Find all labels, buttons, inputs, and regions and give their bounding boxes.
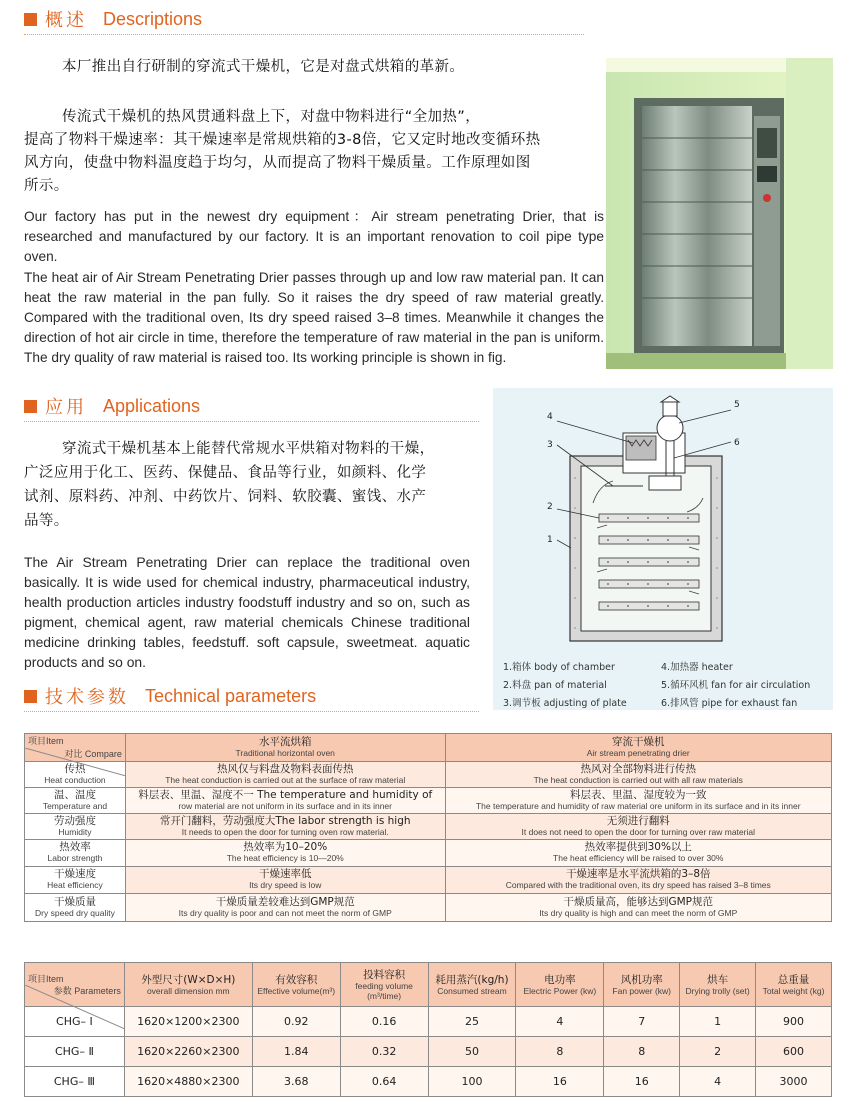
app-cn-line2: 广泛应用于化工、医药、保健品、食品等行业，如颜料、化学: [24, 465, 427, 481]
header-cn: 烘车: [707, 973, 729, 986]
header-cn: 耗用蒸汽(kg/h): [435, 973, 509, 986]
comparison-corner-cell: [25, 734, 126, 762]
item-cn: 劳动强度: [53, 814, 96, 827]
working-principle-diagram: [493, 388, 833, 710]
cell: 100: [428, 1067, 516, 1097]
table-row: [25, 840, 832, 867]
heading-cn: 应用: [45, 397, 87, 418]
cell: 16: [604, 1067, 680, 1097]
desc-cn-p2-line3: 风方向，使盘中物料温度趋于均匀，从而提高了物料干燥质量。工作原理如图: [24, 155, 531, 171]
corner-top-label: 参数 Parameters: [53, 985, 121, 996]
table-row: [25, 788, 832, 814]
cell-en: It needs to open the door for turning oven row material.: [181, 826, 389, 837]
corner-top-label: 对比 Compare: [64, 748, 122, 759]
corner-bottom-label: 项目Item: [28, 735, 64, 746]
heading-cn: 技术参数: [45, 687, 129, 708]
item-en: Heat conduction: [44, 774, 106, 785]
cell-en: Compared with the traditional oven, its dry speed has raised 3–8 times: [505, 880, 771, 890]
header-feeding-volume: [340, 963, 428, 1007]
cell-cn: 料层表、里温、湿度不一 The temperature and humidity of: [138, 788, 433, 801]
model-cell: CHG– Ⅰ: [25, 1007, 125, 1037]
header-cn: 电功率: [544, 973, 576, 986]
divider: [24, 711, 479, 712]
cell: 16: [516, 1067, 604, 1097]
header-effective-volume: [252, 963, 340, 1007]
legend-item-1: 1.箱体 body of chamber: [503, 662, 615, 673]
heading-square-icon: [24, 400, 37, 413]
header-en: Electric Power (kw): [523, 985, 597, 996]
app-en: The Air Stream Penetrating Drier can replace the traditional oven basically. It is wide used for chemical industry, pharmaceutical industry, health production articles industry foodstuff industry and so on, such as pigment, chemical agent, raw material chemicals Chinese traditional medicine drinking tables, feedstuff. soft capsule, sweetmeat. aquatic products and so on.: [24, 554, 470, 670]
cell-en: The heat efficiency will be raised to over 30%: [553, 853, 724, 863]
legend-item-6: 6.排风管 pipe for exhaust fan: [661, 698, 798, 709]
app-cn-line3: 试剂、原料药、冲剂、中药饮片、饲料、软胶囊、蜜饯、水产: [24, 489, 427, 505]
corner-bottom-label: 项目Item: [28, 973, 64, 984]
callout-3: 3: [547, 440, 553, 450]
cell-en: The heat conduction is carried out at the surface of raw material: [165, 774, 406, 785]
app-cn-line1: 穿流式干燥机基本上能替代常规水平烘箱对物料的干燥，: [62, 441, 435, 457]
parameters-table: [24, 962, 832, 1097]
table-row: [25, 894, 832, 922]
cell-cn: 无须进行翻料: [606, 814, 670, 827]
cell: 25: [428, 1007, 516, 1037]
header-total-weight: [756, 963, 832, 1007]
legend-item-5: 5.循环风机 fan for air circulation: [661, 680, 811, 691]
item-en: Heat efficiency: [47, 880, 103, 890]
divider: [24, 34, 584, 35]
header-consumed-stream: [428, 963, 516, 1007]
cell-cn: 热效率为10–20%: [243, 841, 328, 853]
desc-cn-p2-line4: 所示。: [24, 178, 69, 194]
table-row: [25, 762, 832, 788]
cell: 0.64: [340, 1067, 428, 1097]
heading-en: Technical parameters: [145, 685, 317, 706]
cell: 4: [516, 1007, 604, 1037]
col-header-en: Traditional horizontal oven: [235, 747, 335, 758]
table-row: [25, 1037, 832, 1067]
header-en: overall dimension mm: [146, 985, 230, 996]
item-cn: 干燥速度: [53, 868, 96, 880]
item-cn: 传热: [64, 762, 86, 775]
table-row: [25, 1067, 832, 1097]
header-drying-trolly: [680, 963, 756, 1007]
cell-cn: 料层表、里温、湿度较为一致: [570, 788, 707, 801]
cell: 7: [604, 1007, 680, 1037]
header-en: Drying trolly (set): [685, 985, 750, 996]
callout-2: 2: [547, 502, 553, 512]
parameters-header-row: [25, 963, 832, 1007]
callout-4: 4: [547, 412, 553, 422]
cell-en: Its dry quality is poor and can not meet the norm of GMP: [178, 907, 392, 918]
item-cn: 温、温度: [53, 788, 96, 801]
header-en: Effective volume(m³): [257, 985, 336, 996]
model-cell: CHG– Ⅱ: [25, 1037, 125, 1067]
header-en: Consumed stream: [437, 985, 507, 996]
col-header-en: Air stream penetrating drier: [586, 747, 690, 758]
callout-5: 5: [734, 400, 740, 410]
cell-en: Its dry quality is high and can meet the norm of GMP: [539, 907, 738, 918]
section-heading-descriptions: [24, 6, 202, 32]
diagram-drawing: [493, 388, 833, 653]
header-cn: 风机功率: [620, 973, 663, 986]
header-fan-power: [604, 963, 680, 1007]
cell: 1620×1200×2300: [124, 1007, 252, 1037]
comparison-header-row: [25, 734, 832, 762]
comparison-table: [24, 733, 832, 922]
header-electric-power: [516, 963, 604, 1007]
desc-en-p1: Our factory has put in the newest dry equipment：Air stream penetrating Drier, that is researched and manufactured by our factory. It is an important renovation to coil pipe type oven.: [24, 209, 604, 264]
header-cn: 外型尺寸(W×D×H): [141, 973, 236, 986]
cell-en: The temperature and humidity of raw material ore uniform in its surface and in its inner: [475, 800, 801, 811]
cell: 1: [680, 1007, 756, 1037]
model-cell: CHG– Ⅲ: [25, 1067, 125, 1097]
col-header-penetrating-drier: [445, 734, 831, 762]
header-cn: 总重量: [777, 973, 810, 986]
item-cn: 干燥质量: [53, 895, 96, 908]
cell: 3000: [756, 1067, 832, 1097]
item-en: Temperature and: [42, 800, 108, 811]
heading-en: Descriptions: [103, 8, 203, 29]
item-en: Dry speed dry quality: [35, 907, 115, 918]
cell-en: The heat efficiency is 10—20%: [226, 853, 344, 863]
table-row: [25, 1007, 832, 1037]
legend-item-3: 3.调节板 adjusting of plate: [503, 698, 627, 709]
cell-en: Its dry speed is low: [249, 880, 322, 890]
drier-photo: [606, 58, 833, 369]
cell-cn: 热风对全部物料进行传热: [580, 762, 696, 775]
heading-cn: 概述: [45, 10, 87, 31]
cell-en: row material are not uniform in its surface and in its inner: [178, 800, 392, 811]
callout-6: 6: [734, 438, 740, 448]
cell-cn: 热风仅与料盘及物料表面传热: [216, 762, 354, 775]
item-en: Humidity: [58, 826, 92, 837]
cell: 0.32: [340, 1037, 428, 1067]
cell: 50: [428, 1037, 516, 1067]
col-header-cn: 水平流烘箱: [258, 735, 312, 748]
cell-cn: 干燥速率低: [258, 868, 312, 880]
desc-cn-p2-line1: 传流式干燥机的热风贯通料盘上下，对盘中物料进行“全加热”，: [62, 109, 481, 125]
desc-en-p2: The heat air of Air Stream Penetrating Drier passes through up and low raw material pan. It can heat the raw material in the pan fully. So it raises the dry speed of raw material greatly. Compared with the traditional oven, Its dry speed raised 3–8 times. Meanwhile it changes the direction of hot air circle in time, therefore the temperature of raw material in the pan is uniform. The dry quality of raw material is raised too. Its working principle is shown in fig.: [24, 270, 604, 365]
cell: 4: [680, 1067, 756, 1097]
item-en: Labor strength: [47, 853, 103, 863]
cell: 0.16: [340, 1007, 428, 1037]
cell: 900: [756, 1007, 832, 1037]
col-header-horizontal-oven: [125, 734, 445, 762]
header-dimension: [124, 963, 252, 1007]
header-en: feeding volume (m³/time): [355, 980, 413, 1001]
heading-en: Applications: [103, 395, 201, 416]
table-row: [25, 814, 832, 840]
section-heading-technical: [24, 683, 316, 709]
cell-en: It does not need to open the door for turning over raw material: [521, 826, 755, 837]
cell: 8: [604, 1037, 680, 1067]
header-en: Fan power (kw): [612, 985, 671, 996]
section-heading-applications: [24, 393, 200, 419]
header-en: Total weight (kg): [762, 985, 825, 996]
cell: 3.68: [252, 1067, 340, 1097]
item-cn: 热效率: [59, 841, 91, 853]
heading-square-icon: [24, 690, 37, 703]
legend-item-4: 4.加热器 heater: [661, 662, 733, 673]
cell: 8: [516, 1037, 604, 1067]
col-header-cn: 穿流干燥机: [612, 735, 665, 748]
cell-cn: 干燥速率是水平流烘箱的3–8倍: [565, 868, 711, 880]
cell-cn: 常开门翻料，劳动强度大The labor strength is high: [159, 814, 411, 827]
cell: 0.92: [252, 1007, 340, 1037]
divider: [24, 421, 479, 422]
callout-1: 1: [547, 535, 553, 545]
cell: 1.84: [252, 1037, 340, 1067]
app-cn-line4: 品等。: [24, 513, 69, 529]
legend-item-2: 2.料盘 pan of material: [503, 680, 607, 691]
cell: 2: [680, 1037, 756, 1067]
header-cn: 有效容积: [275, 973, 318, 986]
desc-cn-p1: 本厂推出自行研制的穿流式干燥机，它是对盘式烘箱的革新。: [62, 59, 465, 75]
table-row: [25, 867, 832, 894]
heading-square-icon: [24, 13, 37, 26]
cell-cn: 干燥质量高，能够达到GMP规范: [563, 895, 714, 908]
cell: 1620×2260×2300: [124, 1037, 252, 1067]
cell-en: The heat conduction is carried out with all raw materials: [533, 774, 743, 785]
cell-cn: 热效率提供到30%以上: [584, 841, 692, 853]
header-cn: 投料容积: [363, 968, 406, 981]
desc-cn-p2-line2: 提高了物料干燥速率：其干燥速率是常规烘箱的3-8倍，它又定时地改变循环热: [24, 132, 541, 148]
cell: 1620×4880×2300: [124, 1067, 252, 1097]
parameters-corner-cell: [25, 963, 125, 1007]
cell: 600: [756, 1037, 832, 1067]
cell-cn: 干燥质量差较难达到GMP规范: [215, 895, 355, 908]
